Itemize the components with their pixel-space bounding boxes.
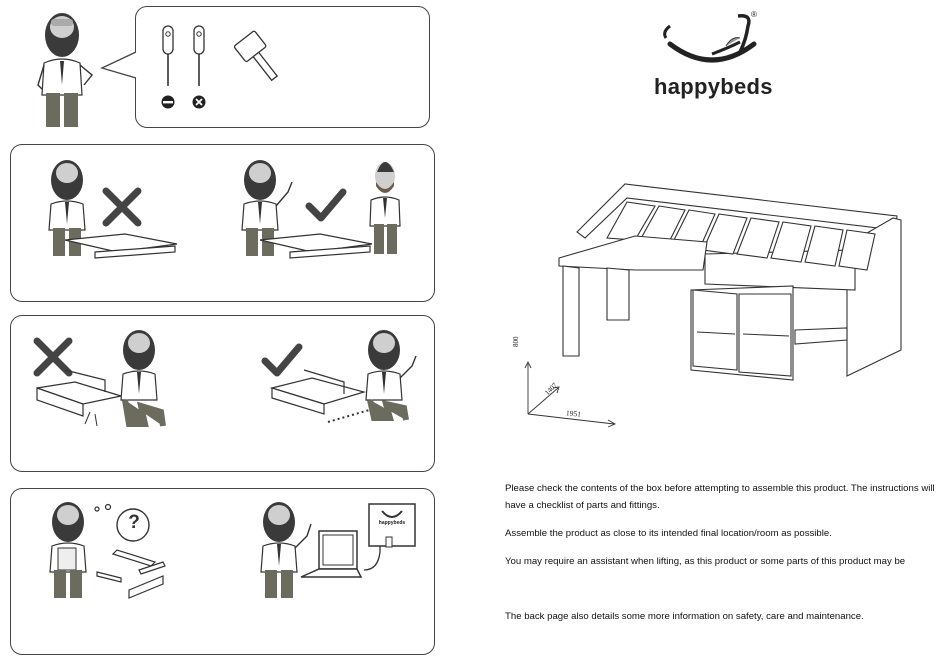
question-mark: ?	[128, 512, 140, 533]
boards-pile-2	[260, 230, 375, 260]
panel-on-hard-floor	[35, 368, 125, 428]
speech-pointer	[100, 48, 140, 88]
instruction-paragraph-1: Please check the contents of the box before attempting to assemble this product. The instructions will have a checklist of parts and fittings.	[505, 483, 935, 511]
instruction-paragraph-2: Assemble the product as close to its intended final location/room as possible.	[505, 528, 832, 539]
dimension-width: 1951	[565, 408, 582, 419]
cross-mark-icon	[102, 187, 142, 227]
website-screen-icon	[368, 503, 416, 553]
helper-man-illustration	[368, 152, 408, 257]
brand-name: happybeds	[654, 74, 773, 99]
flat-screwdriver-icon	[158, 26, 178, 116]
mallet-icon	[228, 28, 288, 88]
happybeds-logo-icon	[662, 12, 782, 72]
boards-pile-1	[65, 230, 180, 260]
registered-mark: ®	[751, 10, 757, 19]
check-mark-icon	[305, 188, 347, 224]
laptop-icon	[297, 527, 367, 587]
instruction-paragraph-4: The back page also details some more information on safety, care and maintenance.	[505, 611, 864, 622]
thought-bubble	[93, 503, 153, 553]
kneeling-man-illustration-2	[360, 322, 420, 432]
midsleeper-bed-drawing	[555, 180, 915, 380]
loose-boards	[95, 548, 175, 608]
instruction-paragraph-3: You may require an assistant when lifting, as this product or some parts of this product may be	[505, 556, 906, 567]
kneeling-man-illustration	[115, 322, 175, 432]
presenter-man-illustration	[36, 5, 106, 130]
dimension-depth: 1407	[543, 381, 559, 397]
cross-screwdriver-icon	[189, 26, 209, 116]
dimension-height: 800	[512, 336, 520, 347]
screen-brand-text: happybeds	[378, 520, 406, 526]
dimension-axes	[518, 360, 638, 440]
